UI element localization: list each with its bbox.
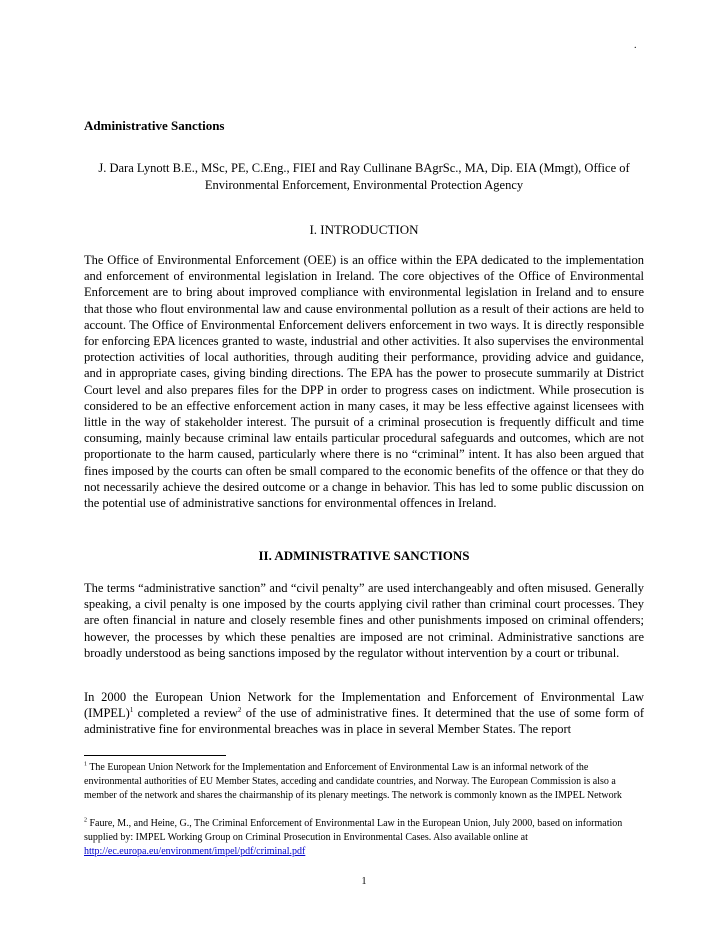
- footnote-divider: [84, 755, 226, 756]
- footnote-1-text: The European Union Network for the Implementation and Enforcement of Environmental Law is an informal network of the environmental authorities of EU Member States, acceding and candidate countries, and Norway. The European Commission is also a member of the network and shares the chairmanship of its plenary meetings. The network is commonly known as the IMPEL Network: [84, 762, 622, 801]
- introduction-paragraph: The Office of Environmental Enforcement (OEE) is an office within the EPA dedicated to the implementation and enforcement of environmental legislation in Ireland. The core objectives of the Office of Environmental Enforcement are to bring about improved compliance with environmental legislation in Ireland and to ensure that those who flout environmental law and cause environmental pollution as a result of their actions are held to account. The Office of Environmental Enforcement delivers enforcement in two ways. It is directly responsible for enforcing EPA licences granted to waste, industrial and other activities. It also supervises the environmental protection activities of local authorities, through auditing their performance, providing advice and guidance, and in appropriate cases, giving binding directions. The EPA has the power to prosecute summarily at District Court level and also prepares files for the DPP in order to progress cases on indictment. While prosecution is considered to be an effective enforcement action in many cases, it may be less effective against licensees with little in the way of stakeholder interest. The pursuit of a criminal prosecution is frequently difficult and time consuming, mainly because criminal law entails particular procedural safeguards and outcomes, which are not proportionate to the harm caused, particularly where there is no “criminal” intent. It has also been argued that fines imposed by the courts can often be small compared to the economic benefits of the offence or that they do not necessarily achieve the desired outcome or a change in behavior. This has led to some public discussion on the potential use of administrative sanctions for environmental offences in Ireland.: [84, 253, 644, 511]
- footnote-ref-2[interactable]: 2: [237, 706, 242, 715]
- footnote-2-text: Faure, M., and Heine, G., The Criminal Enforcement of Environmental Law in the European Union, July 2000, based on information supplied by: IMPEL Working Group on Criminal Prosecution in Environmental Cases. Also available online at: [84, 818, 623, 843]
- document-title: Administrative Sanctions: [84, 118, 225, 133]
- footnote-1-number: 1: [84, 761, 87, 768]
- section-heading-introduction: I. INTRODUCTION: [309, 222, 419, 237]
- footnote-ref-1[interactable]: 1: [129, 706, 134, 715]
- sanctions-paragraph-1: The terms “administrative sanction” and “civil penalty” are used interchangeably and often misused. Generally speaking, a civil penalty is one imposed by the courts applying civil rather than criminal court processes. They are often financial in nature and closely resemble fines and other punishments imposed on criminal offenders; however, the processes by which these penalties are imposed are not criminal. Administrative sanctions are broadly understood as being sanctions imposed by the regulator without intervention by a court or tribunal.: [84, 581, 644, 660]
- page-number: 1: [361, 876, 367, 887]
- header-mark: .: [634, 40, 637, 51]
- footnote-1: [84, 761, 644, 803]
- paragraph-text-part-3: of the use of administrative fines. It determined that the use of some form of administrative fine for environmental breaches was in place in several Member States. The report: [84, 706, 644, 737]
- paragraph-text-part-2: completed a review: [133, 706, 238, 721]
- section-heading-administrative-sanctions: II. ADMINISTRATIVE SANCTIONS: [258, 548, 470, 563]
- sanctions-paragraph-2: [84, 689, 644, 738]
- footnote-2: [84, 817, 644, 859]
- footnote-2-number: 2: [84, 817, 87, 824]
- author-line: J. Dara Lynott B.E., MSc, PE, C.Eng., FIEI and Ray Cullinane BAgrSc., MA, Dip. EIA (Mmgt), Office of Environmental Enforcement, Environmental Protection Agency: [98, 161, 630, 192]
- paragraph-text-part-1: In 2000 the European Union Network for the Implementation and Enforcement of Environmental Law (IMPEL): [84, 690, 644, 721]
- footnote-2-link[interactable]: http://ec.europa.eu/environment/impel/pdf/criminal.pdf: [84, 846, 306, 857]
